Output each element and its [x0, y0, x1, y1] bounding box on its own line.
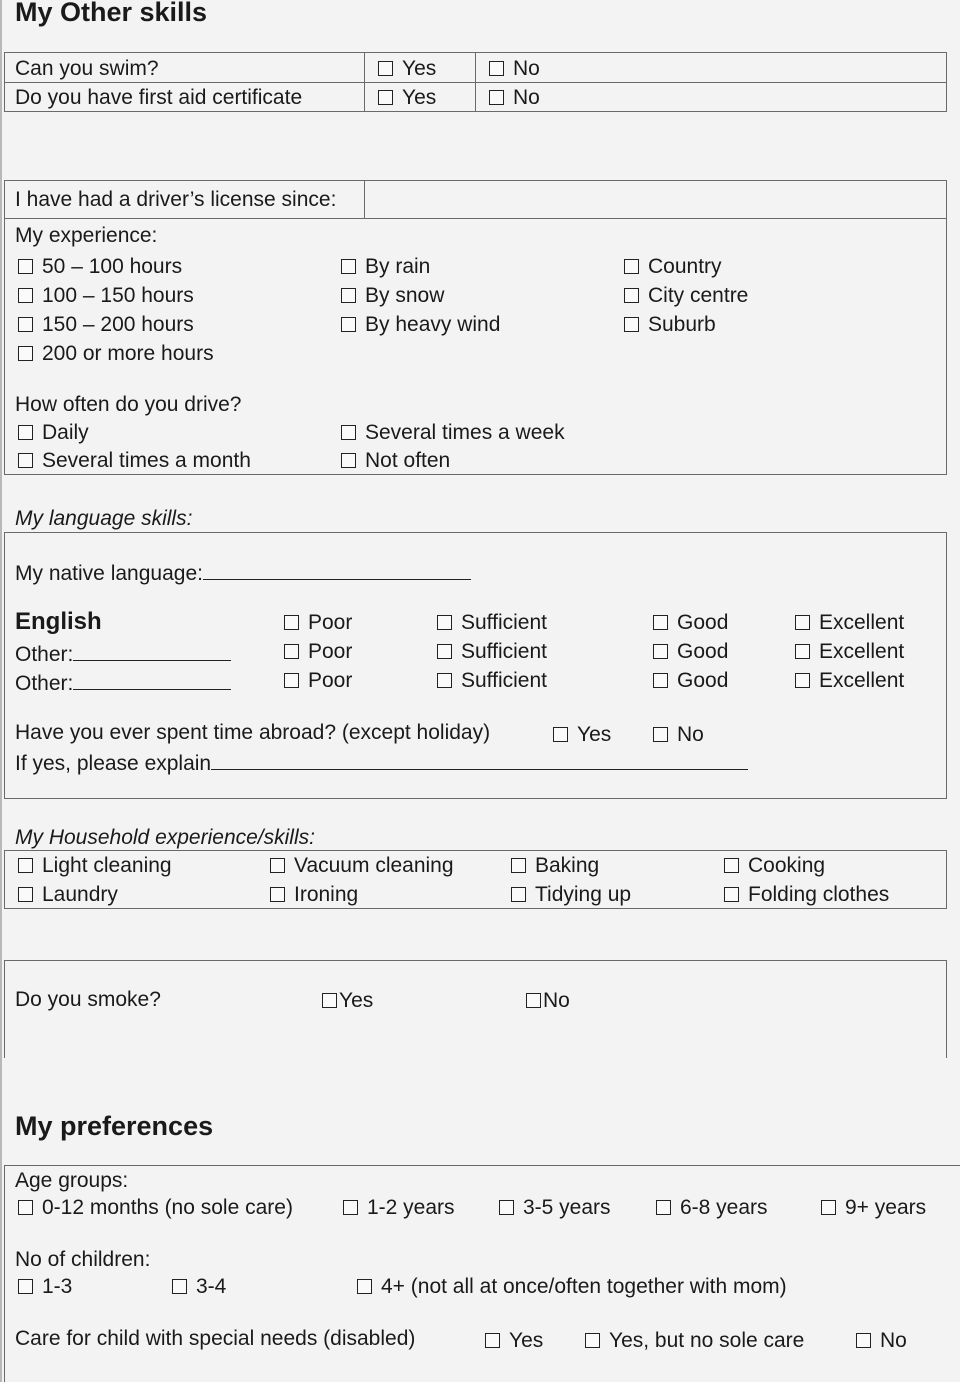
age-option[interactable]: 6-8 years [656, 1196, 768, 1220]
checkbox[interactable] [343, 1200, 358, 1215]
language-heading: My language skills: [15, 507, 193, 530]
firstaid-question: Do you have first aid certificate [15, 86, 303, 109]
age-groups-label: Age groups: [15, 1169, 129, 1192]
license-label: I have had a driver’s license since: [15, 188, 337, 211]
checkbox[interactable] [270, 887, 285, 902]
checkbox[interactable] [489, 90, 504, 105]
divider [4, 1165, 5, 1382]
level-option[interactable]: Excellent [795, 640, 904, 664]
weather-option[interactable]: By snow [341, 284, 444, 308]
age-option[interactable]: 9+ years [821, 1196, 926, 1220]
level-option[interactable]: Excellent [795, 669, 904, 693]
explain-row: If yes, please explain [15, 749, 748, 776]
household-heading: My Household experience/skills: [15, 826, 315, 849]
checkbox[interactable] [18, 346, 33, 361]
checkbox[interactable] [624, 259, 639, 274]
checkbox[interactable] [284, 615, 299, 630]
native-language-field[interactable] [203, 559, 471, 580]
native-language-row: My native language: [15, 559, 471, 586]
firstaid-no-option[interactable]: No [489, 86, 540, 110]
area-option[interactable]: City centre [624, 284, 748, 308]
checkbox[interactable] [378, 90, 393, 105]
checkbox[interactable] [284, 673, 299, 688]
household-option[interactable]: Vacuum cleaning [270, 854, 454, 878]
checkbox[interactable] [322, 993, 337, 1008]
household-option[interactable]: Ironing [270, 883, 358, 907]
frequency-option[interactable]: Not often [341, 449, 450, 473]
age-option[interactable]: 1-2 years [343, 1196, 455, 1220]
checkbox[interactable] [585, 1333, 600, 1348]
abroad-no-option[interactable]: No [653, 723, 704, 747]
checkbox[interactable] [653, 673, 668, 688]
household-option[interactable]: Folding clothes [724, 883, 889, 907]
other-language-field[interactable] [73, 640, 231, 661]
firstaid-yes-option[interactable]: Yes [378, 86, 436, 110]
age-option[interactable]: 0-12 months (no sole care) [18, 1196, 293, 1220]
checkbox[interactable] [856, 1333, 871, 1348]
checkbox[interactable] [437, 644, 452, 659]
hours-option[interactable]: 100 – 150 hours [18, 284, 194, 308]
hours-option[interactable]: 200 or more hours [18, 342, 214, 366]
checkbox[interactable] [624, 317, 639, 332]
checkbox[interactable] [437, 615, 452, 630]
special-needs-option[interactable]: No [856, 1329, 907, 1353]
household-option[interactable]: Baking [511, 854, 599, 878]
checkbox[interactable] [341, 453, 356, 468]
special-needs-option[interactable]: Yes, but no sole care [585, 1329, 804, 1353]
checkbox[interactable] [511, 887, 526, 902]
smoke-question: Do you smoke? [15, 988, 161, 1011]
checkbox[interactable] [18, 1200, 33, 1215]
frequency-question: How often do you drive? [15, 393, 242, 416]
household-option[interactable]: Light cleaning [18, 854, 172, 878]
household-option[interactable]: Laundry [18, 883, 118, 907]
checkbox[interactable] [724, 858, 739, 873]
checkbox[interactable] [270, 858, 285, 873]
hours-option[interactable]: 150 – 200 hours [18, 313, 194, 337]
checkbox[interactable] [624, 288, 639, 303]
checkbox[interactable] [511, 858, 526, 873]
checkbox[interactable] [18, 425, 33, 440]
checkbox[interactable] [341, 259, 356, 274]
license-since-field[interactable] [368, 183, 944, 216]
level-option[interactable]: Good [653, 669, 728, 693]
children-label: No of children: [15, 1248, 151, 1271]
divider [4, 960, 5, 1058]
other-language-row: Other: [15, 669, 231, 696]
checkbox[interactable] [485, 1333, 500, 1348]
level-option[interactable]: Sufficient [437, 640, 547, 664]
divider [364, 180, 365, 218]
english-label: English [15, 608, 102, 635]
children-option[interactable]: 4+ (not all at once/often together with mom) [357, 1275, 787, 1299]
frequency-option[interactable]: Daily [18, 421, 89, 445]
checkbox[interactable] [653, 644, 668, 659]
checkbox[interactable] [18, 288, 33, 303]
household-option[interactable]: Tidying up [511, 883, 631, 907]
checkbox[interactable] [499, 1200, 514, 1215]
abroad-yes-option[interactable]: Yes [553, 723, 611, 747]
smoke-yes-option[interactable]: Yes [322, 989, 373, 1013]
checkbox[interactable] [341, 317, 356, 332]
abroad-question: Have you ever spent time abroad? (except holiday) [15, 721, 491, 744]
checkbox[interactable] [341, 288, 356, 303]
level-option[interactable]: Good [653, 640, 728, 664]
level-option[interactable]: Sufficient [437, 611, 547, 635]
checkbox[interactable] [18, 858, 33, 873]
checkbox[interactable] [437, 673, 452, 688]
age-option[interactable]: 3-5 years [499, 1196, 611, 1220]
checkbox[interactable] [18, 259, 33, 274]
children-option[interactable]: 1-3 [18, 1275, 72, 1299]
section-title-preferences: My preferences [15, 1111, 214, 1141]
divider [946, 960, 947, 1058]
divider [4, 1165, 960, 1166]
checkbox[interactable] [341, 425, 356, 440]
checkbox[interactable] [378, 61, 393, 76]
level-option[interactable]: Poor [284, 669, 352, 693]
other-language-row: Other: [15, 640, 231, 667]
divider [4, 218, 947, 219]
level-option[interactable]: Sufficient [437, 669, 547, 693]
household-option[interactable]: Cooking [724, 854, 825, 878]
section-title-other-skills: My Other skills [15, 0, 208, 27]
other-language-field[interactable] [73, 669, 231, 690]
page-edge [0, 0, 2, 1382]
divider [364, 52, 365, 112]
checkbox[interactable] [553, 727, 568, 742]
special-needs-option[interactable]: Yes [485, 1329, 543, 1353]
hours-option[interactable]: 50 – 100 hours [18, 255, 182, 279]
swim-question: Can you swim? [15, 57, 159, 80]
level-option[interactable]: Poor [284, 611, 352, 635]
checkbox[interactable] [656, 1200, 671, 1215]
checkbox[interactable] [172, 1279, 187, 1294]
weather-option[interactable]: By heavy wind [341, 313, 500, 337]
divider [475, 52, 476, 112]
checkbox[interactable] [653, 615, 668, 630]
checkbox[interactable] [18, 453, 33, 468]
swim-yes-option[interactable]: Yes [378, 57, 436, 81]
checkbox[interactable] [795, 644, 810, 659]
checkbox[interactable] [795, 615, 810, 630]
weather-option[interactable]: By rain [341, 255, 430, 279]
area-option[interactable]: Country [624, 255, 722, 279]
level-option[interactable]: Excellent [795, 611, 904, 635]
frequency-option[interactable]: Several times a week [341, 421, 565, 445]
checkbox[interactable] [284, 644, 299, 659]
checkbox[interactable] [357, 1279, 372, 1294]
checkbox[interactable] [724, 887, 739, 902]
special-needs-question: Care for child with special needs (disabled) [15, 1327, 416, 1350]
level-option[interactable]: Poor [284, 640, 352, 664]
smoke-no-option[interactable]: No [526, 989, 570, 1013]
explain-field[interactable] [211, 749, 748, 770]
checkbox[interactable] [821, 1200, 836, 1215]
experience-label: My experience: [15, 224, 158, 247]
checkbox[interactable] [18, 887, 33, 902]
checkbox[interactable] [526, 993, 541, 1008]
level-option[interactable]: Good [653, 611, 728, 635]
checkbox[interactable] [653, 727, 668, 742]
frequency-option[interactable]: Several times a month [18, 449, 251, 473]
children-option[interactable]: 3-4 [172, 1275, 226, 1299]
checkbox[interactable] [795, 673, 810, 688]
area-option[interactable]: Suburb [624, 313, 716, 337]
checkbox[interactable] [489, 61, 504, 76]
checkbox[interactable] [18, 317, 33, 332]
checkbox[interactable] [18, 1279, 33, 1294]
swim-no-option[interactable]: No [489, 57, 540, 81]
divider [4, 960, 947, 961]
